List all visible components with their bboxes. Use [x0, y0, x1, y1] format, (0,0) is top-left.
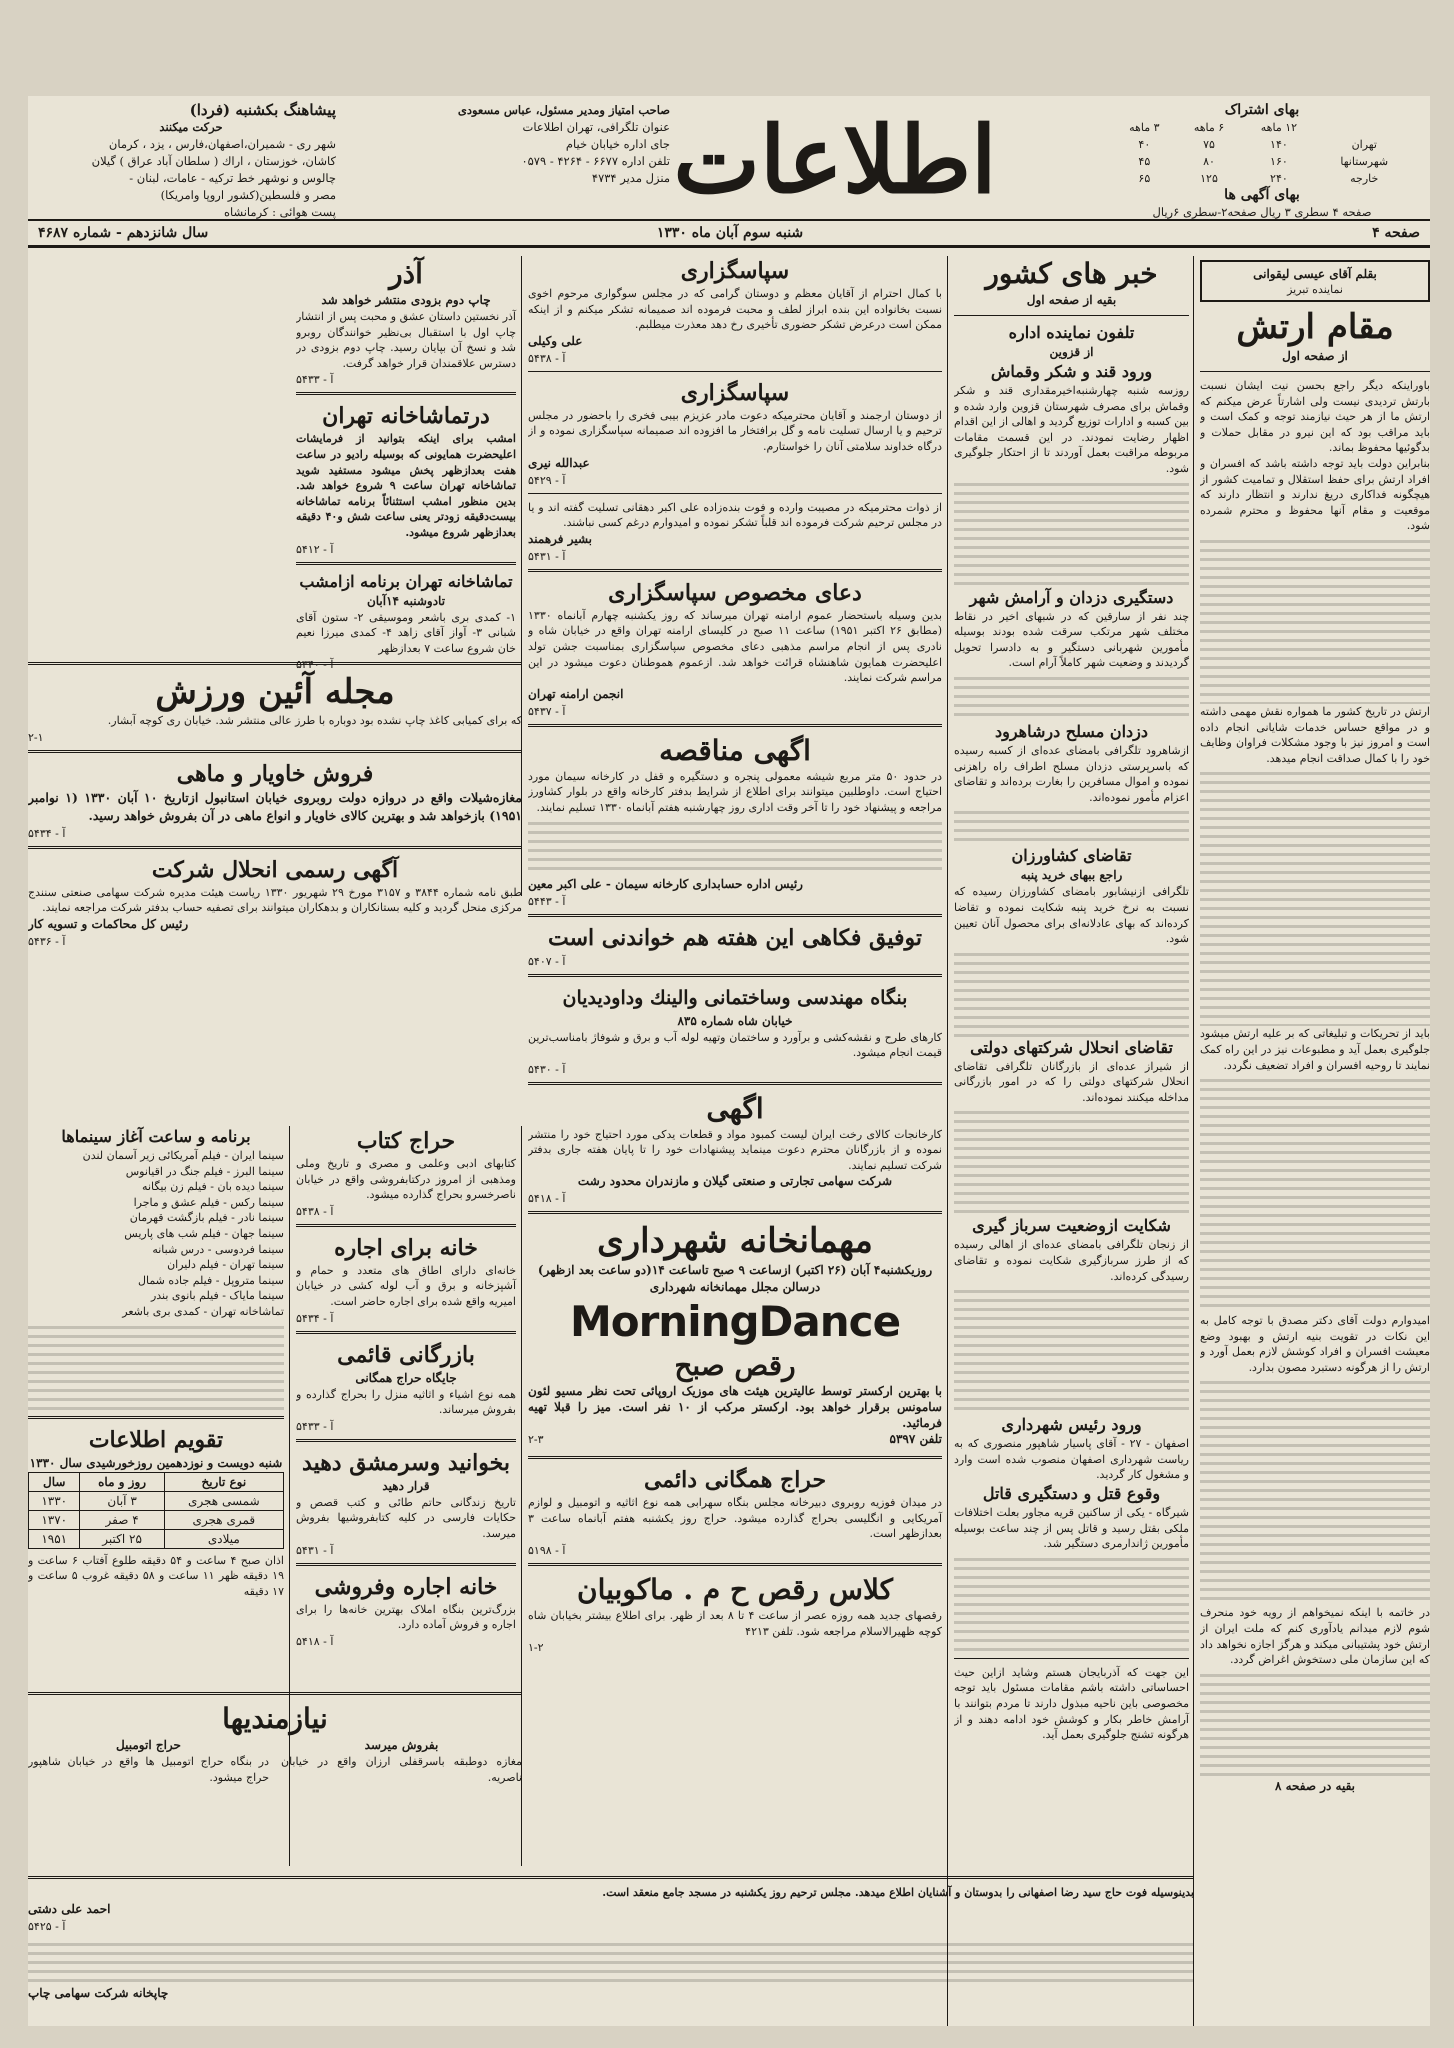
news-headline: تقاضای کشاورزان	[1011, 846, 1132, 866]
subscription-label: تهران	[1351, 138, 1377, 151]
cinema-line: سینما فردوسی - درس شبانه	[152, 1242, 284, 1256]
news-headline: دستگیری دزدان و آرامش شهر	[969, 587, 1174, 607]
ad-code: آ - ۵۴۳۸	[528, 351, 566, 365]
calendar-sub: شنبه دویست و نوزدهمین روزخورشیدی سال ۱۳۳۰	[29, 1455, 283, 1470]
ad-code: آ - ۵۴۲۹	[528, 473, 566, 487]
notice-body: از دوستان ارجمند و آقایان محترمیکه دعوت مادر عزیزم بیبی فخری را باحضور در مجلس ترحیم و یا ارسال تسلیت نامه و گل برافتخار ما افزوده اند صمیمانه سپاسگزاری نموده و از درگاه خداوند سلامتی آنان را خواستارم.	[528, 408, 942, 453]
news-headline: تقاضای انحلال شرکتهای دولتی	[970, 1037, 1173, 1057]
office-line: عنوان تلگرافی، تهران اطلاعات	[522, 120, 670, 134]
ad-headline: تماشاخانه تهران برنامه ازامشب	[299, 571, 513, 591]
ad-subhead: تادوشنبه ۱۴آبان	[366, 593, 446, 608]
calendar-cell: میلادی	[164, 1529, 283, 1548]
notice-body: از ذوات محترمیکه در مصیبت وارده و فوت بنده‌زاده علی اکبر دهقانی تسلیت گفته اند و یا در مجلس ترحیم شرکت فرموده اند قلباً تشکر نموده و امیدوارم درغم کسی نباشند.	[528, 500, 942, 530]
article-paragraph: بنابراین دولت باید توجه داشته باشد که افسران و افراد ارتش برای حفظ استقلال و تمامیت کشور از هیچگونه فداکاری دریغ ندارند و انتظار دارند که موقعیت و مقام آنها محفوظ و محترم شمرده شود.	[1200, 456, 1430, 533]
subscription-row	[1112, 153, 1412, 170]
classified-head: بفروش میرسد	[364, 1738, 439, 1752]
ad-headline: فروش خاویار و ماهی	[176, 760, 374, 787]
article-signoff: بقیه در صفحه ۸	[1274, 1778, 1356, 1793]
wide-ads	[28, 656, 522, 1116]
news-text-block	[954, 947, 1189, 1037]
ad-code: آ - ۵۴۳۰	[528, 1062, 566, 1076]
news-column-title: خبر های کشور	[985, 257, 1158, 290]
bottom-strip	[28, 1876, 1194, 2026]
ad-signature: رئیس کل محاکمات و تسویه کار	[28, 916, 189, 931]
notice-body: بدین وسیله باستحضار عموم ارامنه تهران میرساند که روز یکشنبه چهارم آبانماه ۱۳۳۰ (مطابق ۲۶ اکتبر ۱۹۵۱) ساعت ۱۱ صبح در کلیسای ارامنه تهران واقع در خیابان شاه و نادری پس از انجام مراسم مذهبی دعای مخصوص سپاسگزاری بمناسبت جشن تولد اعلیحضرت همایون شاهنشاه قرائت خواهد شد. ازعموم هموطنان دعوت میشود در این مراسم شرکت نمایند.	[528, 608, 943, 685]
mail-line: مصر و فلسطین(کشور اروپا وامریکا)	[160, 188, 336, 202]
calendar-times: اذان صبح ۴ ساعت و ۵۴ دقیقه طلوع آفتاب ۶ ساعت و ۱۹ دقیقه ظهر ۱۱ ساعت و ۵۸ دقیقه غروب ۵ ساعت و ۱۷ دقیقه	[28, 1553, 284, 1598]
article-text-block	[1200, 534, 1430, 704]
subscription-row	[1112, 170, 1412, 187]
event-title-latin: MorningDance	[569, 1297, 901, 1347]
bottom-notice: بدینوسیله فوت حاج سید رضا اصفهانی را بدوستان و آشنایان اطلاع میدهد. مجلس ترحیم روز یکشنبه در مسجد جامع منعقد است.	[602, 1886, 1194, 1899]
cinema-line: سینما تهران - فیلم دلیران	[167, 1258, 284, 1272]
ad-headline: درتماشاخانه تهران	[322, 403, 490, 430]
ad-code: آ - ۵۴۲۵	[28, 1919, 66, 1933]
cinema-line: سینما نادر - فیلم بازگشت قهرمان	[129, 1211, 284, 1225]
ad-headline: مجله آئین ورزش	[155, 672, 395, 712]
ad-code: آ - ۵۴۳۶	[28, 934, 66, 948]
ad-code: ۱-۲	[528, 1641, 544, 1655]
mail-line: شهر ری - شمیران،اصفهان،فارس ، یزد ، کرمان	[108, 137, 336, 151]
subscription-price: ۲۴۰	[1270, 172, 1288, 185]
ad-body: امشب برای اینکه بتوانید از فرمایشات اعلیحضرت همایونی که بوسیله رادیو در ساعت هفت بعدازظهر پخش میشود مستفید شوید تماشاخانه تهران ساعت ۹ شروع خواهد شد. بدین منظور امشب استثنائاً برنامه تماشاخانه بیست‌دقیقه زودتر یعنی ساعت شش و۴۰ دقیقه بعدازظهر شروع میشود.	[296, 432, 516, 539]
subscription-box	[1112, 102, 1412, 221]
byline: بقلم آقای عیسی لیقوانی	[1253, 267, 1377, 281]
calendar-col: روز و ماه	[80, 1472, 164, 1491]
article-paragraph: در خاتمه با اینکه نمیخواهم از رویه خود منحرف شوم لازم میدانم یادآوری کنم که ملت ایران از ارتش خود پشتیبانی میکند و هرگز اجازه نخواهد داد که این سازمان ملی دستخوش اغراض گردد.	[1200, 1606, 1430, 1667]
notice-title: سپاسگزاری	[680, 258, 790, 284]
calendar-cell: ۱۹۵۱	[29, 1529, 80, 1548]
ad-body: همه نوع اشیاء و اثاثیه منزل را بحراج گذارده و بفروش میرساند.	[296, 1387, 516, 1417]
mail-title: پیشاهنگ بکشنبه (فردا)	[189, 101, 336, 119]
article-column	[1200, 256, 1430, 2026]
classified-body: مغازه دوطبقه باسرقفلی ارزان واقع در خیابان ناصریه.	[281, 1755, 522, 1784]
news-column	[954, 256, 1194, 2026]
issue-date: شنبه سوم آبان ماه ۱۳۳۰	[656, 225, 804, 241]
classified-body: در بنگاه حراج اتومبیل ها واقع در خیابان شاهپور حراج میشود.	[28, 1755, 269, 1784]
cinema-line: تماشاخانه تهران - کمدی بری باشعر	[122, 1304, 284, 1318]
ad-code: آ - ۵۱۹۸	[528, 1544, 566, 1558]
masthead	[28, 96, 1430, 248]
ad-headline: توفیق فکاهی این هفته هم خواندنی است	[548, 924, 922, 951]
cinema-line: سینما رکس - فیلم عشق و ماجرا	[133, 1195, 284, 1209]
news-text-block	[954, 1105, 1189, 1215]
ad-code: آ - ۵۳۴۰	[296, 658, 334, 672]
subscription-label: شهرستانها	[1340, 155, 1389, 168]
article-text-block	[1200, 1668, 1430, 1778]
news-text-block	[954, 805, 1189, 845]
ad-headline: آگهی رسمی انحلال شرکت	[151, 856, 399, 883]
news-subhead: راجع ببهای خرید پنبه	[1020, 868, 1123, 883]
article-continuation: از صفحه اول	[1282, 349, 1348, 363]
ad-body: آذر نخستین داستان عشق و محبت پس از انتشار چاپ اول با استقبال بی‌نظیر خوانندگان روبرو شد و نسخ آن بپایان رسید. چاپ دوم بزودی در دسترس علاقمندان قرار خواهد گرفت.	[296, 310, 516, 370]
ad-body: رقصهای جدید همه روزه عصر از ساعت ۴ تا ۸ بعد از ظهر. برای اطلاع بیشتر بخیابان شاه کوچه ظهیرالاسلام مراجعه شود. تلفن ۴۲۱۳	[528, 1609, 942, 1638]
cinema-line: سینما ایران - فیلم آمریکائی زیر آسمان لندن	[82, 1149, 284, 1162]
ad-headline: بازرگانی قائمی	[337, 1341, 475, 1368]
subscription-title: بهای اشتراک	[1224, 102, 1300, 118]
calendar-col: نوع تاریخ	[164, 1472, 283, 1491]
subscription-col: ۳ ماهه	[1129, 121, 1160, 134]
ad-body: کارهای طرح و نقشه‌کشی و برآورد و ساختمان وتهیه لوله آب و برق و شوفاژ بامناسب‌ترین قیمت انجام میشود.	[528, 1030, 942, 1060]
ad-code: آ - ۵۴۳۷	[528, 704, 566, 718]
ads-price-title: بهای آگهی ها	[1224, 187, 1300, 203]
ad-headline: مهمانخانه شهرداری	[597, 1221, 873, 1262]
cinema-title: برنامه و ساعت آغاز سینماها	[61, 1127, 251, 1146]
ad-body: بزرگ‌ترین بنگاه املاک بهترین خانه‌ها را برای اجاره و فروش آماده دارد.	[296, 1602, 516, 1632]
notices-column	[528, 256, 948, 2026]
news-body: اصفهان - ۲۷ - آقای پاسیار شاهپور منصوری که به ریاست شهرداری اصفهان منصوب شده است وارد و مشغول کار گردید.	[954, 1437, 1190, 1482]
ad-headline: بخوانید وسرمشق دهید	[302, 1449, 510, 1476]
ad-body: در میدان فوزیه روبروی دبیرخانه مجلس بنگاه سهرابی همه نوع اثاثیه و اتومبیل و لوازم آمریکایی و انگلیسی بحراج گذارده میشود. حراج روز یکشنبه هفتم آبانماه ساعت ۳ بعدازظهر است.	[528, 1496, 942, 1541]
ad-body: کتابهای ادبی وعلمی و مصری و تاریخ وملی ومذهبی از امروز درکتابفروشی واقع در خیابان ناصرخسرو بحراج گذارده میشود.	[296, 1157, 516, 1202]
subscription-price: ۴۵	[1138, 155, 1151, 168]
calendar-cell: ۱۳۳۰	[29, 1491, 80, 1510]
notice-signature: شرکت سهامی تجارتی و صنعتی گیلان و مازندران محدود رشت	[577, 1174, 893, 1189]
notice-signature: علی وکیلی	[528, 333, 583, 348]
ad-body: مغازه‌شیلات واقع در دروازه دولت روبروی خیابان استانبول ازتاریخ ۱۰ آبان ۱۳۳۰ (۱ نوامبر ۱۹۵۱) بازخواهد شد و بهترین کالای خاویار و انواع ماهی در آن بفروش خواهد رسید.	[28, 789, 522, 823]
ad-body: طبق نامه شماره ۳۸۴۴ و ۳۱۵۷ مورخ ۲۹ شهریور ۱۳۳۰ ریاست هیئت مدیره شرکت سهامی صنعتی سنندج مرکزی منحل گردید و کلیه بستانکاران و بدهکاران میتوانند برای تصفیه حساب بدفتر شرکت مراجعه نمایند.	[28, 885, 522, 915]
ad-headline: حراج همگانی دائمی	[643, 1467, 827, 1494]
calendar-cell: ۲۵ اکتبر	[80, 1529, 164, 1548]
news-body: تلگرافی ازنیشابور بامضای کشاورزان رسیده که نسبت به نرخ خرید پنبه شکایت نموده و تقاضا کرده‌اند که بهای عادلانه‌ای برای محصول آنان تعیین شود.	[954, 885, 1189, 946]
ad-subhead: جایگاه حراج همگانی	[355, 1370, 457, 1385]
news-body: از شیراز عده‌ای از بازرگانان تلگرافی تقاضای انحلال شرکتهای دولتی را که در امور بازرگانی مداخله میکنند نموده‌اند.	[954, 1059, 1189, 1104]
calendar-header	[29, 1472, 284, 1491]
ad-headline: کلاس رقص ح م . ماکوبیان	[577, 1573, 893, 1607]
notice-signature: انجمن ارامنه تهران	[528, 686, 624, 701]
notice-body: در حدود ۵۰ متر مربع شیشه معمولی پنجره و دستگیره و قفل در کارخانه سیمان مورد احتیاج است. داوطلبین میتوانند برای اطلاع از شرایط بدفتر کارخانه واقع در بلوار کشاورز مراجعه و پیشنهاد خود را تا آخر وقت اداری روز چهارشنبه هفتم آبانماه ۱۳۳۰ تسلیم نمایند.	[528, 769, 942, 814]
ad-headline: خانه اجاره وفروشی	[314, 1573, 498, 1600]
notice-title: سپاسگزاری	[680, 379, 790, 406]
ad-address: خیابان شاه شماره ۸۳۵	[677, 1013, 793, 1028]
calendar-table	[28, 1472, 284, 1549]
ad-code: آ - ۵۴۳۴	[28, 826, 66, 840]
ad-body: که برای کمیابی کاغذ چاپ نشده بود دوباره با طرز عالی منتشر شد. خیابان ری کوچه آبشار.	[107, 714, 522, 727]
byline-sub: نماینده تبریز	[1287, 283, 1343, 296]
ad-subhead: قرار دهید	[382, 1478, 430, 1493]
subscription-table	[1112, 119, 1412, 187]
news-headline: تلفون نماینده اداره	[1008, 323, 1135, 342]
notice-body: با کمال احترام از آقایان معظم و دوستان گرامی که در مجلس سوگواری مرحوم اخوی نسبت بخانواده این بنده ابراز لطف و محبت فرموده اند صمیمانه تشکر میکنم و از اینکه ممکن است درعرض تشکر حضوری تأخیری رخ دهد معذرت میطلبم.	[528, 287, 942, 332]
news-body: چند نفر از سارقین که در شبهای اخیر در نقاط مختلف شهر مرتکب سرقت شده بودند بوسیله مأمورین شهربانی دستگیر و به دادسرا تحویل گردیدند و وضعیت شهر کاملاً آرام است.	[954, 609, 1189, 670]
subscription-price: ۴۰	[1138, 138, 1151, 151]
ad-phone: تلفن ۵۳۹۷	[889, 1432, 942, 1447]
mail-line: چالوس و نوشهر خط ترکیه - عامات، لبنان -	[129, 171, 336, 185]
bottom-signature: احمد علی دشتی	[28, 1901, 111, 1916]
subscription-col: ۶ ماهه	[1193, 121, 1225, 134]
news-body: ازشاهرود تلگرافی بامضای عده‌ای از کسبه رسیده که باسرپرستی دزدان مسلح اطراف راه راهزنی نموده و اموال مسافرین را بغارت برده‌اند و تقاضای اعزام مأمور نموده‌اند.	[954, 743, 1189, 804]
ad-code: آ - ۵۴۳۴	[296, 1311, 334, 1325]
news-body: روزسه شنبه چهارشنبه‌اخیرمقداری قند و شکر وقماش برای مصرف شهرستان قزوین وارد شده و بین کسبه و ادارات توزیع گردید و اهالی از این اقدام اظهار رضایت نمودند. در این قسمت مقامات مربوطه مراقبت بعمل آوردند تا از احتکار جلوگیری شود.	[954, 384, 1189, 475]
calendar-cell: قمری هجری	[164, 1510, 283, 1529]
news-continuation: بقیه از صفحه اول	[1026, 293, 1117, 307]
subscription-row	[1112, 136, 1412, 153]
byline-box	[1200, 260, 1430, 302]
cinema-line: سینما مایاک - فیلم بانوی بندر	[150, 1289, 284, 1303]
issue-number: سال شانزدهم - شماره ۴۶۸۷	[38, 225, 209, 241]
ad-body: خانه‌ای دارای اطاق های متعدد و حمام و آشپزخانه و برق و آب لوله کشی در خیابان امیریه واقع شده برای اجاره حاضر است.	[296, 1263, 516, 1308]
article-paragraph: امیدوارم دولت آقای دکتر مصدق با توجه کامل به این نکات در تقویت بنیه ارتش و بهبود وضع معیشت افسران و افراد کوشش لازم بعمل آورد و ارتش را از هرگونه دستبرد مصون بدارد.	[1200, 1314, 1430, 1374]
bottom-text-block	[28, 1937, 1194, 1985]
calendar-cell: ۱۳۷۰	[29, 1510, 80, 1529]
news-text-block	[954, 477, 1189, 587]
subscription-price: ۷۵	[1203, 138, 1215, 151]
office-line: صاحب امتیاز ومدیر مسئول، عباس مسعودی	[457, 103, 670, 117]
ad-code: آ - ۵۴۳۸	[296, 1204, 334, 1218]
ad-body: تاریخ زندگانی حاتم طائی و کتب قصص و حکایات فارسی در کلیه کتابفروشیها بفروش میرسد.	[296, 1495, 516, 1540]
mail-info	[46, 102, 336, 221]
subscription-price: ۱۴۰	[1270, 138, 1288, 151]
ad-subhead: چاپ دوم بزودی منتشر خواهد شد	[321, 293, 491, 307]
classifieds-title: نیازمندیها	[222, 1702, 328, 1735]
calendar-cell: ۳ آبان	[80, 1491, 164, 1510]
office-line: تلفن اداره ۶۶۷۷ - ۴۲۶۴ - ۰۵۷۹	[521, 154, 670, 168]
newspaper-logo: اطلاعات	[673, 106, 997, 214]
subscription-price: ۱۶۰	[1270, 155, 1288, 168]
news-headline: شکایت ازوضعیت سرباز گیری	[972, 1216, 1171, 1236]
ad-code: آ - ۵۴۱۲	[296, 542, 334, 556]
ad-body: ۱- کمدی بری باشعر وموسیقی ۲- ستون آقای شبانی ۳- آواز آقای زاهد ۴- کمدی میرزا نعیم خان شروع ساعت ۷ بعدازظهر	[296, 610, 516, 655]
cinema-line: سینما جهان - فیلم شب های پاریس	[124, 1226, 284, 1240]
news-footer: این جهت که آذربایجان هستم وشاید ازاین حیث احساساتی داشته باشم مقامات مسئول باید توجه مخصوصی باین ناحیه مبذول دارند تا مردم بتوانند با آرامش خاطر بکار و کوشش خود ادامه دهند و از هرگونه تشنج جلوگیری بعمل آید.	[954, 1665, 1189, 1742]
event-title: رقص صبح	[674, 1349, 796, 1383]
newspaper-page	[28, 96, 1430, 2026]
ad-code: آ - ۵۴۰۷	[528, 954, 566, 968]
news-text-block	[954, 1284, 1189, 1414]
calendar-row	[29, 1510, 284, 1529]
mail-line: کاشان، خوزستان ، اراك ( سلطان آباد عراق ) گیلان	[91, 154, 336, 168]
notice-title: اگهی	[706, 1091, 764, 1125]
news-body: شیرگاه - یکی از ساکنین قریه مجاور بعلت اختلافات ملکی بقتل رسید و قاتل پس از چند ساعت بوسیله مأمورین ژاندارمری دستگیر شد.	[954, 1506, 1189, 1551]
calendar-row	[29, 1491, 284, 1510]
news-body: از زنجان تلگرافی بامضای عده‌ای از اهالی رسیده که از طرز سربازگیری شکایت نموده و تقاضای رسیدگی کرده‌اند.	[954, 1238, 1189, 1283]
ad-headline: آذر	[389, 257, 423, 290]
news-headline: وقوع قتل و دستگیری قاتل	[982, 1484, 1161, 1504]
ad-headline: خانه برای اجاره	[334, 1234, 478, 1261]
cinema-line: سینما البرز - فیلم جنگ در اقیانوس	[125, 1164, 284, 1178]
ad-code: آ - ۵۴۳۱	[296, 1543, 334, 1557]
calendar-row	[29, 1529, 284, 1548]
ad-code: آ - ۵۴۳۱	[528, 549, 566, 563]
notice-text-block	[528, 816, 942, 876]
calendar-col: سال	[29, 1472, 80, 1491]
ad-headline: حراج کتاب	[356, 1128, 456, 1154]
subscription-price: ۶۵	[1138, 172, 1151, 185]
ads-price-text: صفحه ۴ سطری ۳ ریال صفحه۲-سطری ۶ریال	[1152, 205, 1372, 219]
article-text-block	[1200, 1073, 1430, 1313]
ad-code: آ - ۵۴۳۳	[296, 1419, 334, 1433]
notice-title: دعای مخصوص سپاسگزاری	[608, 579, 862, 606]
dateline-bar	[28, 219, 1430, 245]
article-text-block	[1200, 1375, 1430, 1605]
subscription-label: خارجه	[1350, 172, 1379, 185]
ad-code: آ - ۵۴۱۸	[528, 1192, 566, 1206]
classifieds	[28, 1686, 522, 1866]
cinema-line: سینما متروپل - فیلم جاده شمال	[137, 1273, 284, 1287]
ad-code: آ - ۵۴۱۸	[296, 1634, 334, 1648]
notice-signature: عبدالله نیری	[528, 455, 590, 470]
news-headline: ورود رئیس شهرداری	[1001, 1415, 1142, 1435]
notice-signature: رئیس اداره حسابداری کارخانه سیمان - علی اکبر معین	[528, 876, 803, 891]
article-paragraph: ارتش در تاریخ کشور ما همواره نقش مهمی داشته و در مواقع حساس خدمات شایانی انجام داده است و امروز نیز با وجود مشکلات فراوان وظایف خود را با کمال صداقت انجام میدهد.	[1200, 704, 1430, 765]
calendar-cell: ۴ صفر	[80, 1510, 164, 1529]
ad-code: ۲-۳	[528, 1433, 544, 1447]
ad-body: با بهترین ارکستر توسط عالیترین هیئت های موزیک اروپائی تحت نظر مسیو لئون سامونس برقرار خواهد بود. ارکستر مرکب از ۱۰ نفر است. میز را قبلا تهیه فرمائید.	[528, 1384, 942, 1430]
ad-code: ۲-۱	[28, 730, 44, 744]
article-text-block	[1200, 766, 1430, 1026]
printer-credit: چاپخانه شرکت سهامی چاپ	[28, 1985, 169, 2000]
classified-head: حراج اتومبیل	[116, 1738, 181, 1752]
mail-sub: حرکت میکنند	[159, 120, 223, 134]
subscription-price: ۱۲۵	[1200, 172, 1218, 185]
subscription-price: ۸۰	[1203, 155, 1215, 168]
office-info	[370, 102, 670, 187]
page-number: صفحه ۴	[1372, 225, 1420, 241]
office-line: جای اداره خیابان خیام	[565, 137, 670, 151]
notice-title: اگهی مناقصه	[659, 733, 811, 767]
news-text-block	[954, 1552, 1189, 1652]
article-paragraph: باوراینکه دیگر راجع بحسن نیت ایشان نسبت بارتش تردیدی نیست ولی اشارتاً عرض میکنم که ارتش ما از هر حیث نیازمند توجه و کمک است و باید مراقب بود که این نیرو در مقابل حملات و بدگوئیها محفوظ بماند.	[1200, 379, 1430, 455]
subscription-header	[1112, 119, 1412, 136]
news-headline: دزدان مسلح درشاهرود	[994, 721, 1149, 741]
cinema-line: سینما دیده بان - فیلم زن بیگانه	[142, 1180, 284, 1194]
calendar-cell: شمسی هجری	[164, 1491, 283, 1510]
ad-code: آ - ۵۴۳۳	[296, 373, 334, 387]
notice-signature: بشیر فرهمند	[528, 531, 593, 546]
news-subhead: از قزوین	[1049, 345, 1094, 359]
ad-subhead: روزیکشنبه۴ آبان (۲۶ اکتبر) ازساعت ۹ صبح تاساعت ۱۴(دو ساعت بعد ازظهر) درسالن مجلل مهمانخانه شهرداری	[537, 1263, 933, 1295]
notice-body: کارخانجات کالای رخت ایران لیست کمبود مواد و قطعات یدکی مورد احتیاج خود را منتشر نموده و از بازرگانان محترم دعوت مینماید پیشنهادات خود را تا پایان هفته جاری بدفتر شرکت تسلیم نمایند.	[528, 1127, 942, 1172]
ad-headline: بنگاه مهندسی وساختمانی والینك وداودیدیان	[562, 986, 908, 1009]
news-text-block	[954, 671, 1189, 721]
office-line: منزل مدیر ۴۷۳۴	[591, 171, 670, 185]
subscription-col: ۱۲ ماهه	[1260, 121, 1298, 134]
news-headline: ورود قند و شکر وقماش	[990, 362, 1153, 381]
article-paragraph: باید از تحریکات و تبلیغاتی که بر علیه ارتش میشود جلوگیری بعمل آید و مطبوعات نیز در این راه کمک نمایند تا روحیه افسران و افراد تضعیف نگردد.	[1200, 1027, 1430, 1072]
article-title: مقام ارتش	[1236, 307, 1394, 347]
cinema-text-block	[28, 1320, 284, 1410]
mail-line: پست هوائی : کرمانشاه	[223, 205, 336, 219]
calendar-title: تقویم اطلاعات	[88, 1426, 224, 1453]
ad-code: آ - ۵۴۴۳	[528, 894, 566, 908]
